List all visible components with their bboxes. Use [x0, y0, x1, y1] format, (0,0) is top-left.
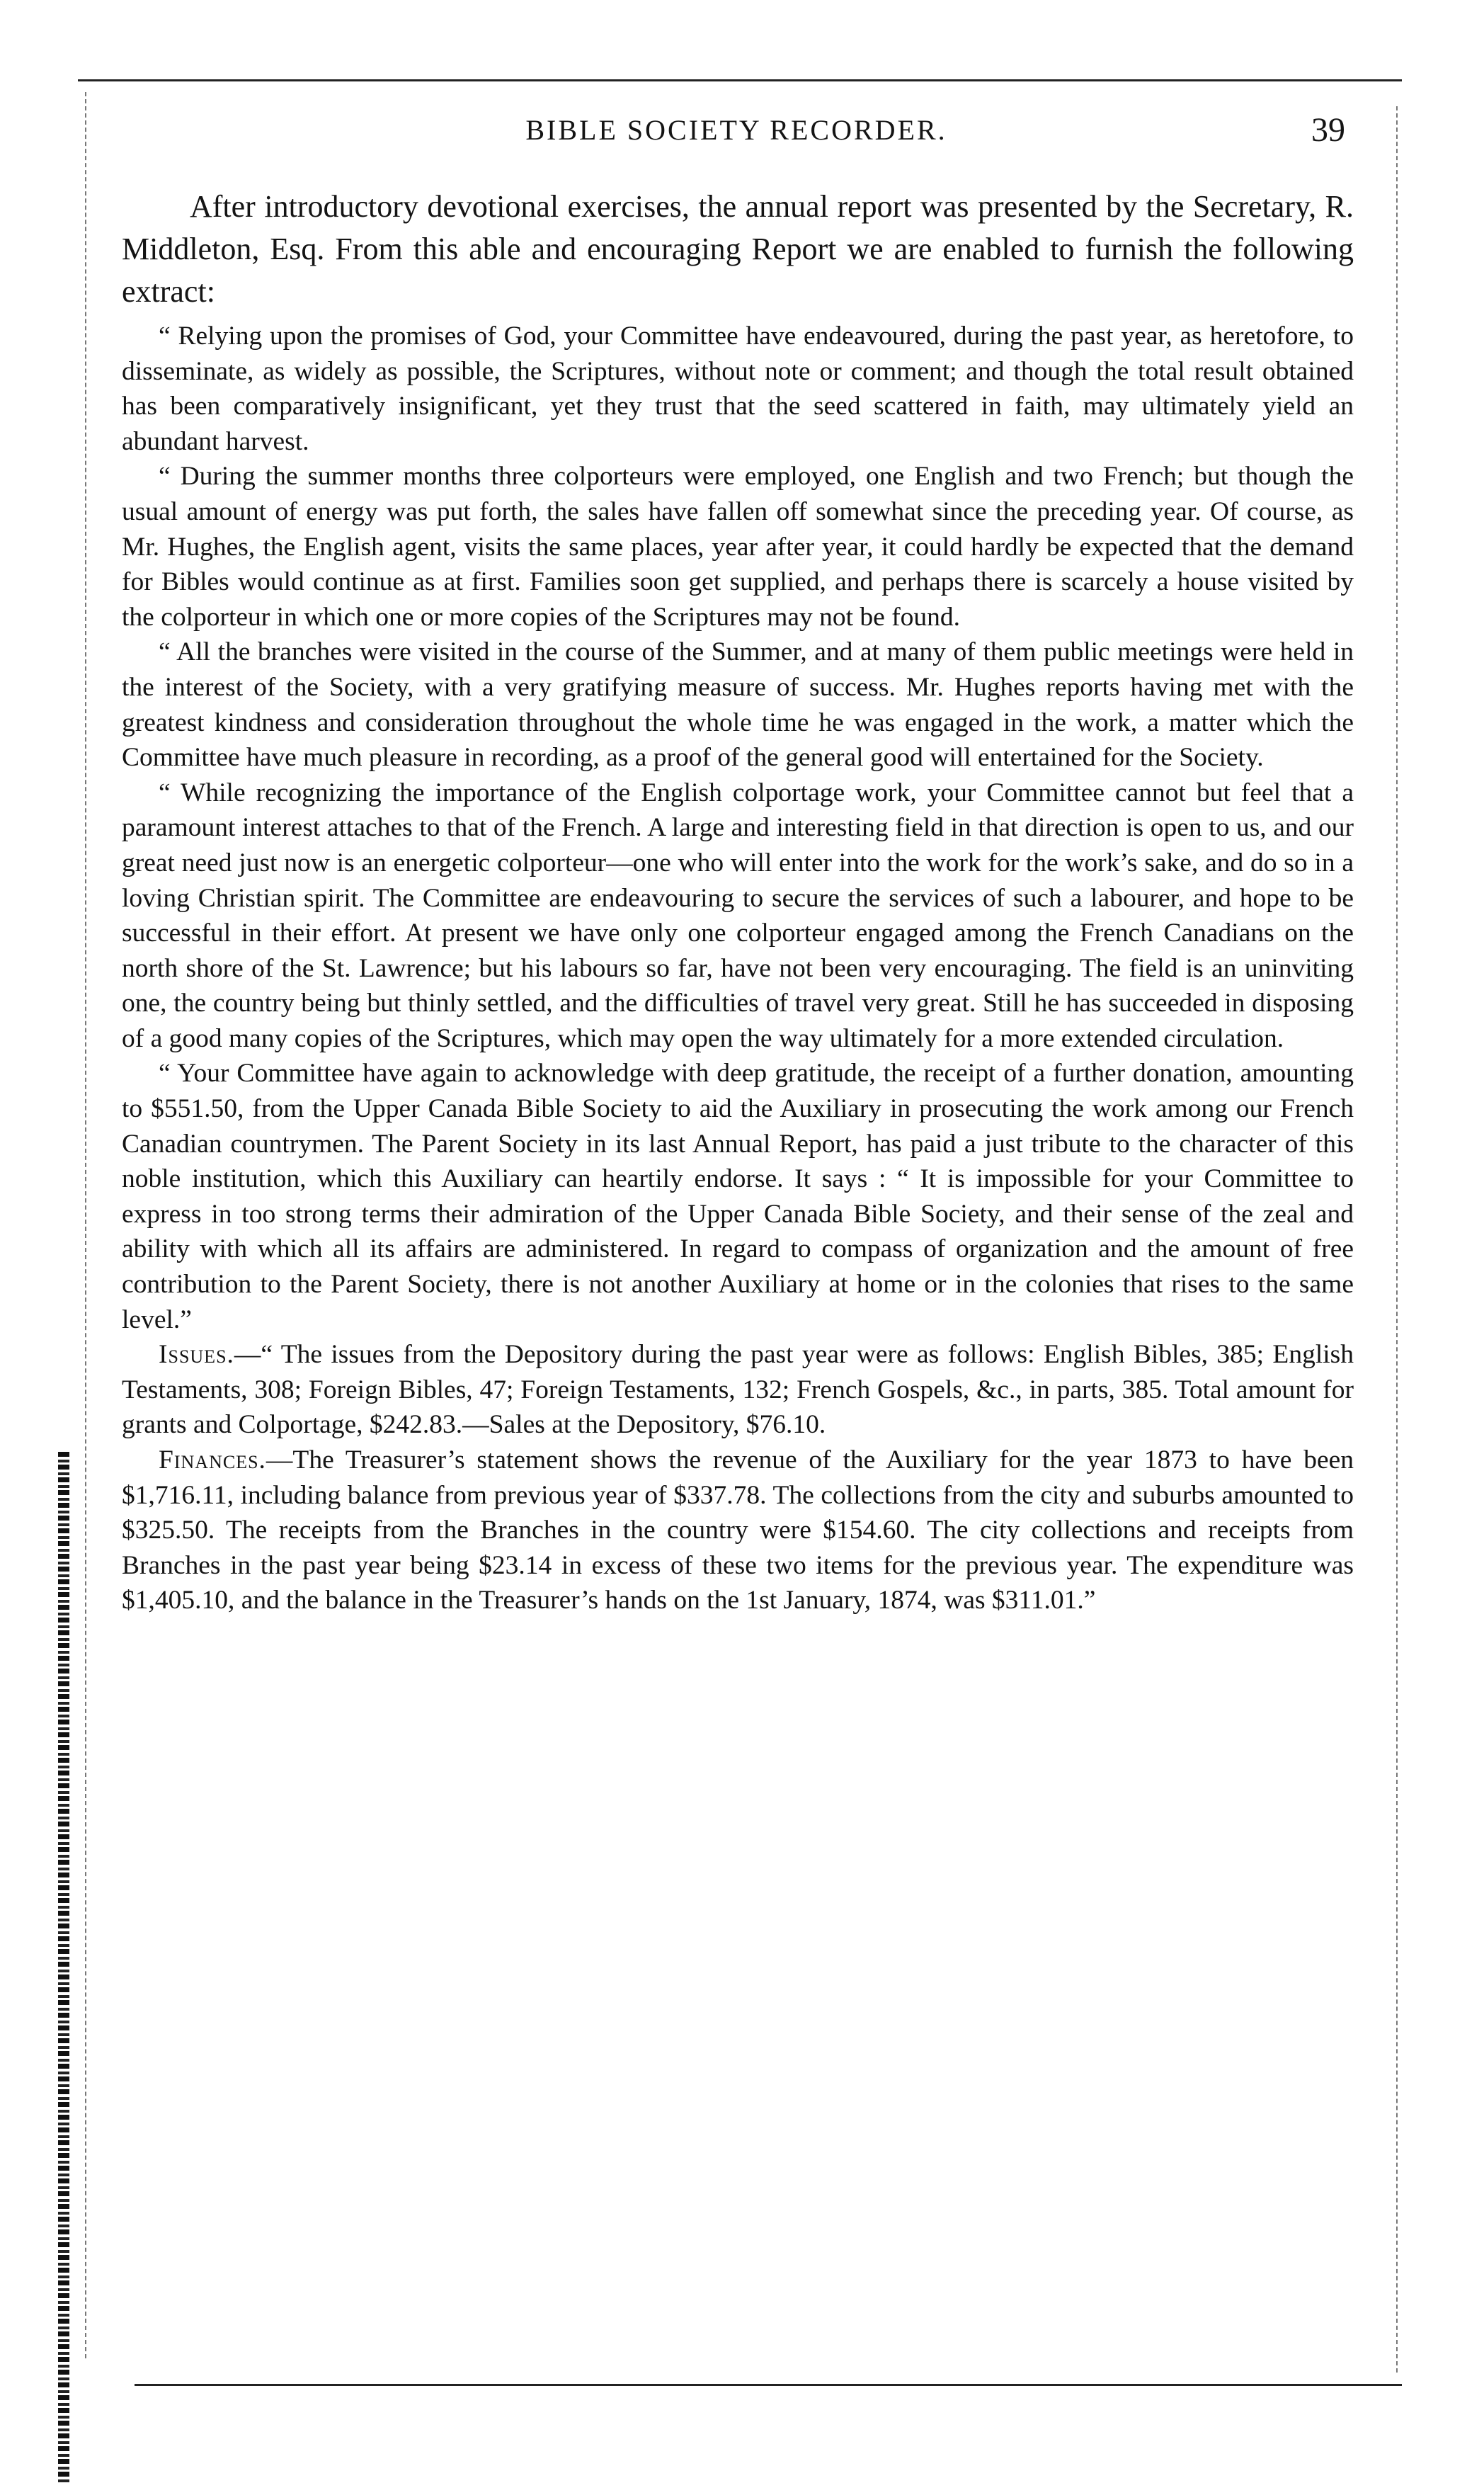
paragraph-text: After introductory devotional exercises, the annual report was presented by the Secretary, R. Middleton, Esq. From this able and encouraging Report we are enabled to furnish the following extract: [122, 189, 1354, 309]
top-rule [78, 79, 1402, 81]
right-margin-line [1396, 106, 1398, 2373]
report-paragraph [122, 1056, 1354, 1337]
running-title: BIBLE SOCIETY RECORDER. [525, 114, 947, 146]
report-paragraph [122, 319, 1354, 459]
left-margin-line [85, 92, 86, 2358]
intro-paragraph [122, 186, 1354, 313]
paragraph-text: —The Treasurer’s statement shows the revenue of the Auxiliary for the year 1873 to have been $1,716.11, including balance from previous year of $337.78. The collections from the city and suburbs amounted to $325.50. The receipts from the Branches in the country were $154.60. The city collections and receipts from Branches in the past year being $23.14 in excess of these two items for the previous year. The expenditure was $1,405.10, and the balance in the Treasurer’s hands on the 1st January, 1874, was $311.01.” [122, 1445, 1354, 1615]
issues-paragraph [122, 1337, 1354, 1443]
paragraph-text: “ All the branches were visited in the course of the Summer, and at many of them public meetings were held in the interest of the Society, with a very gratifying measure of success. Mr. Hughes reports having met with the greatest kindness and consideration throughout the whole time he was engaged in the work, a matter which the Committee have much pleasure in recording, as a proof of the general good will entertained for the Society. [122, 637, 1354, 773]
report-paragraph [122, 775, 1354, 1057]
page-header [127, 113, 1345, 163]
finances-heading: Finances. [159, 1445, 266, 1475]
paragraph-text: “ Your Committee have again to acknowledge with deep gratitude, the receipt of a further donation, amounting to $551.50, from the Upper Canada Bible Society to aid the Auxiliary in prosecuting the work among our French Canadian countrymen. The Parent Society in its last Annual Report, has paid a just tribute to the character of this noble institution, which this Auxiliary can heartily endorse. It says : “ It is impossible for your Committee to express in too strong terms their admiration of the Upper Canada Bible Society, and their sense of the zeal and ability with which all its affairs are administered. In regard to compass of organization and the amount of free contribution to the Parent Society, there is not another Auxiliary at home or in the colonies that rises to the same level.” [122, 1059, 1354, 1334]
paragraph-text: —“ The issues from the Depository during the past year were as follows: English Bibles, 385; English Testaments, 308; Foreign Bibles, 47; Foreign Testaments, 132; French Gospels, &c., in parts, 385. Total amount for grants and Colportage, $242.83.—Sales at the Depository, $76.10. [122, 1340, 1354, 1440]
paragraph-text: “ While recognizing the importance of the English colportage work, your Committee cannot but feel that a paramount interest attaches to that of the French. A large and interesting field in that direction is open to us, and our great need just now is an energetic colporteur—one who will enter into the work for the work’s sake, and do so in a loving Christian spirit. The Committee are endeavouring to secure the services of such a labourer, and hope to be successful in their effort. At present we have only one colporteur engaged among the French Canadians on the north shore of the St. Lawrence; but his labours so far, have not been very encouraging. The field is an uninviting one, the country being but thinly settled, and the difficulties of travel very great. Still he has succeeded in disposing of a good many copies of the Scriptures, which may open the way ultimately for a more extended circulation. [122, 778, 1354, 1053]
article-body [122, 186, 1354, 1618]
paragraph-text: “ During the summer months three colporteurs were employed, one English and two French; but though the usual amount of energy was put forth, the sales have fallen off somewhat since the preceding year. Of course, as Mr. Hughes, the English agent, visits the same places, year after year, it could hardly be expected that the demand for Bibles would continue as at first. Families soon get supplied, and perhaps there is scarcely a house visited by the colporteur in which one or more copies of the Scriptures may not be found. [122, 462, 1354, 632]
bottom-rule [135, 2384, 1402, 2386]
paragraph-text: “ Relying upon the promises of God, your Committee have endeavoured, during the past year, as heretofore, to disseminate, as widely as possible, the Scriptures, without note or comment; and though the total result obtained has been comparatively insignificant, yet they trust that the seed scattered in faith, may ultimately yield an abundant harvest. [122, 322, 1354, 456]
page-number: 39 [1311, 111, 1345, 149]
report-paragraph [122, 459, 1354, 635]
finances-paragraph [122, 1443, 1354, 1618]
binding-edge [58, 1452, 69, 2483]
report-paragraph [122, 635, 1354, 775]
issues-heading: Issues. [159, 1340, 234, 1370]
